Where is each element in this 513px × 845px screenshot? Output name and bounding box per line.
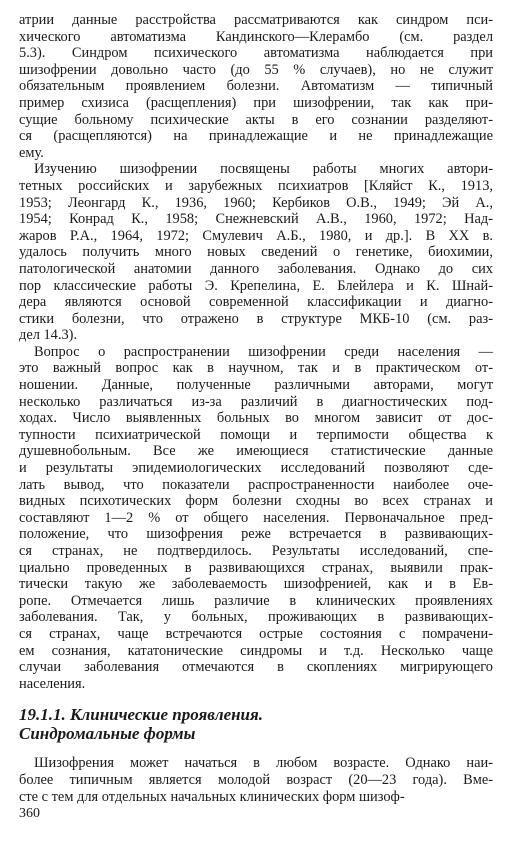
text-line: ся (расщепляются) на принадлежащие и не принадлежащие — [19, 128, 493, 145]
text-line: шизофрении довольно часто (до 55 % случаев), но не служит — [19, 61, 493, 78]
text-line: более типичным является молодой возраст (20—23 года). Вме- — [19, 771, 493, 788]
text-line: атрии данные расстройства рассматриваются как синдром пси- — [19, 12, 493, 28]
text-line: ношении. Данные, полученные различными авторами, могут — [19, 377, 493, 394]
paragraph — [19, 755, 493, 805]
text-line: населения. — [19, 675, 86, 692]
text-line: душевнобольным. Все же имеющиеся статистические данные — [19, 443, 493, 460]
text-line: ся странах, не подтвердилось. Результаты исследований, спе- — [19, 543, 493, 559]
heading-line: Синдромальные формы — [19, 724, 196, 744]
body-text — [19, 12, 493, 692]
text-line: тетных российских и зарубежных психиатров [Кляйст К., 1913, — [19, 177, 493, 194]
section-heading — [19, 705, 493, 743]
text-line: дера являются основой современной классификации и диагно- — [19, 294, 493, 311]
text-line: стики болезни, что отражено в структуре МКБ-10 (см. раз- — [19, 310, 493, 327]
text-line: случаи заболевания отмечаются в скоплениях мигрирующего — [19, 659, 493, 676]
text-line: пор классические работы Э. Крепелина, Е. Блейлера и К. Шнай- — [19, 277, 493, 294]
text-line: несколько различаться из-за различий в диагностических под- — [19, 393, 493, 410]
text-line: Шизофрения может начаться в любом возрасте. Однако наи- — [34, 755, 493, 772]
text-line: 5.3). Синдром психического автоматизма наблюдается при — [19, 45, 493, 62]
text-line: хического автоматизма Кандинского—Клерамбо (см. раздел — [19, 28, 493, 45]
text-line: заболевания. Так, у больных, проживающих в развивающих- — [19, 609, 493, 626]
document-page — [19, 12, 493, 805]
text-line: положение, что шизофрения реже встречается в развивающих- — [19, 526, 493, 543]
text-line: удалось получить много новых сведений о генетике, биохимии, — [19, 244, 493, 261]
text-line: ему. — [19, 144, 44, 161]
paragraph — [19, 161, 493, 344]
text-line: лать вывод, что показатели распространенности наиболее оче- — [19, 476, 493, 493]
text-line: ем сознания, кататонические синдромы и т.д. Несколько чаще — [19, 642, 493, 659]
text-line: Вопрос о распространении шизофрении среди населения — — [34, 343, 493, 360]
text-line: циально проведенных в развивающихся странах, выявили прак- — [19, 559, 493, 576]
text-line: 1953; Леонгард К., 1936, 1960; Кербиков О.В., 1949; Эй А., — [19, 194, 493, 211]
text-line: и результаты эпидемиологических исследований позволяют сде- — [19, 460, 493, 477]
text-line: дел 14.3). — [19, 327, 78, 344]
text-line: патологической анатомии данного заболевания. Однако до сих — [19, 260, 493, 277]
text-line: тически такую же заболеваемость шизофренией, как и в Ев- — [19, 576, 493, 593]
text-line: видных психотических форм болезни сходны во всех странах и — [19, 493, 493, 510]
text-line: составляют 1—2 % от общего населения. Первоначальное пред- — [19, 509, 493, 526]
text-line: ходах. Число выявленных больных во многом зависит от дос- — [19, 410, 493, 427]
text-line: это важный вопрос как в научном, так и в практическом от- — [19, 360, 493, 377]
final-text — [19, 755, 493, 805]
text-line: ропе. Отмечается лишь различие в клинических проявлениях — [19, 592, 493, 609]
paragraph — [19, 12, 493, 161]
text-line: пример схизиса (расщепления) при шизофрении, так как при- — [19, 94, 493, 111]
page-number: 360 — [19, 806, 40, 821]
text-line: сте с тем для отдельных начальных клинических форм шизоф- — [19, 788, 405, 805]
text-line: ся странах, чаще встречаются острые состояния с помрачени- — [19, 625, 493, 642]
heading-line: 19.1.1. Клинические проявления. — [19, 705, 264, 725]
paragraph — [19, 344, 493, 692]
text-line: обязательным проявлением болезни. Автоматизм — типичный — [19, 78, 493, 95]
text-line: 1954; Конрад К., 1958; Снежневский А.В., 1960, 1972; Над- — [19, 211, 493, 228]
text-line: Изучению шизофрении посвящены работы многих автори- — [34, 161, 493, 178]
text-line: сущие больному психические акты в его сознании разделяют- — [19, 111, 493, 128]
text-line: жаров Р.А., 1964, 1972; Смулевич А.Б., 1980, и др.]. В XX в. — [19, 227, 493, 244]
text-line: тупности психиатрической помощи и терпимости общества к — [19, 426, 493, 443]
